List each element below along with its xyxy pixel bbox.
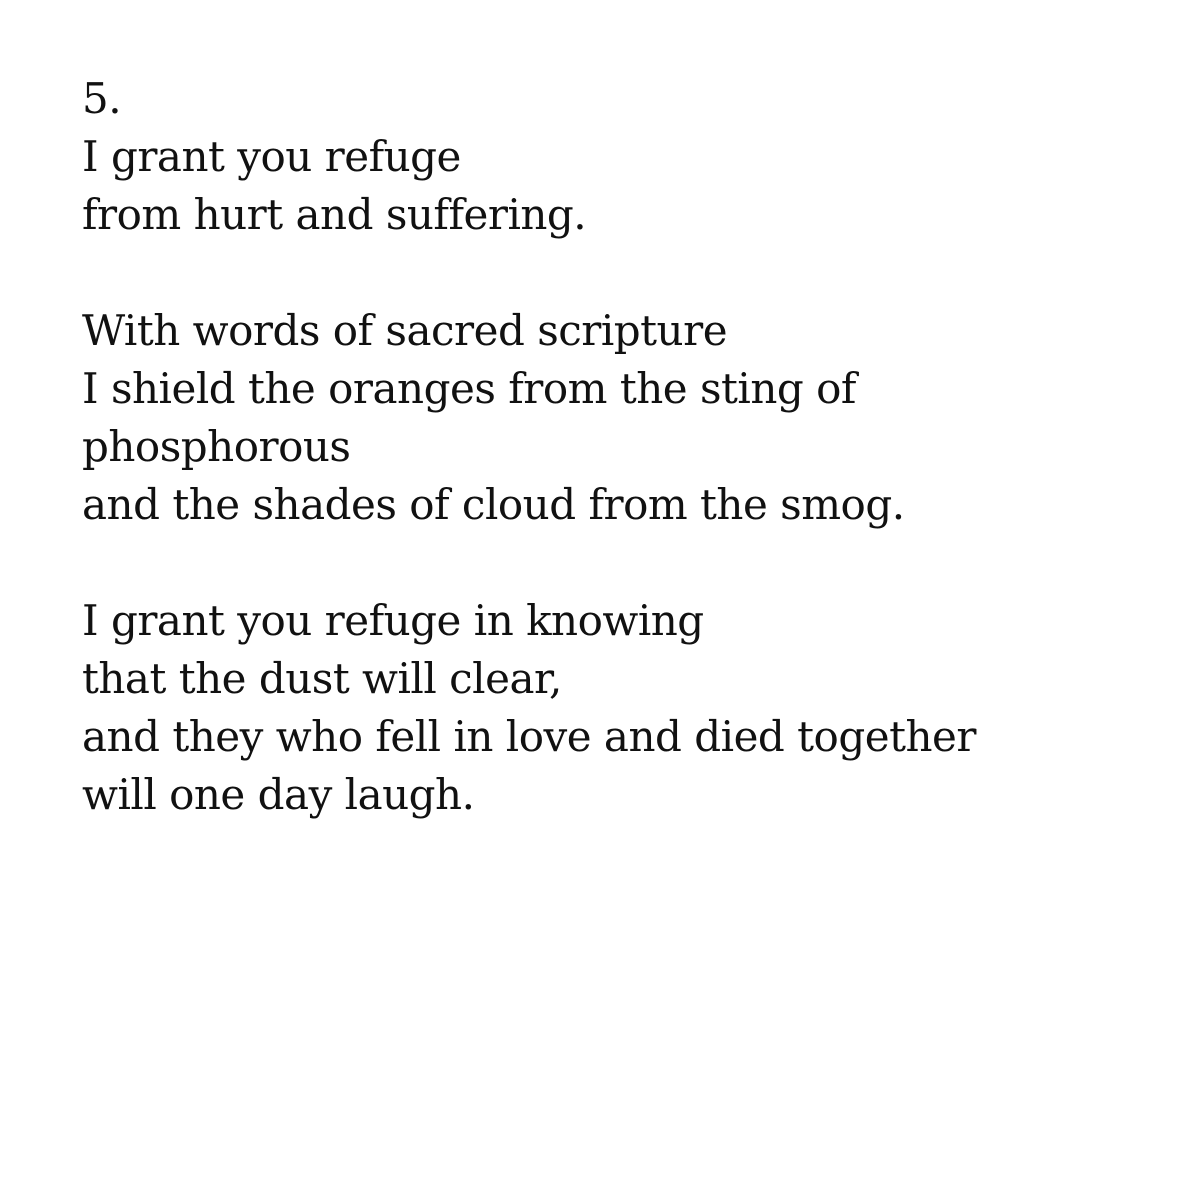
poem-line: I grant you refuge in knowing	[82, 596, 704, 645]
stanza-1	[82, 128, 1162, 244]
poem-line: I grant you refuge	[82, 132, 461, 181]
poem-line: and the shades of cloud from the smog.	[82, 480, 905, 529]
poem-line: and they who fell in love and died together	[82, 712, 976, 761]
stanza-divider	[82, 244, 1162, 302]
poem-line: from hurt and suffering.	[82, 190, 587, 239]
stanza-divider	[82, 534, 1162, 592]
poem-line: will one day laugh.	[82, 770, 475, 819]
poem-line: With words of sacred scripture	[82, 306, 728, 355]
poem-line: that the dust will clear,	[82, 654, 562, 703]
stanza-2	[82, 302, 1162, 534]
stanza-3	[82, 592, 1162, 824]
poem-line: I shield the oranges from the sting of	[82, 364, 856, 413]
poem-line: phosphorous	[82, 422, 351, 471]
poem-text	[82, 70, 1162, 824]
poem-number: 5.	[82, 74, 122, 123]
